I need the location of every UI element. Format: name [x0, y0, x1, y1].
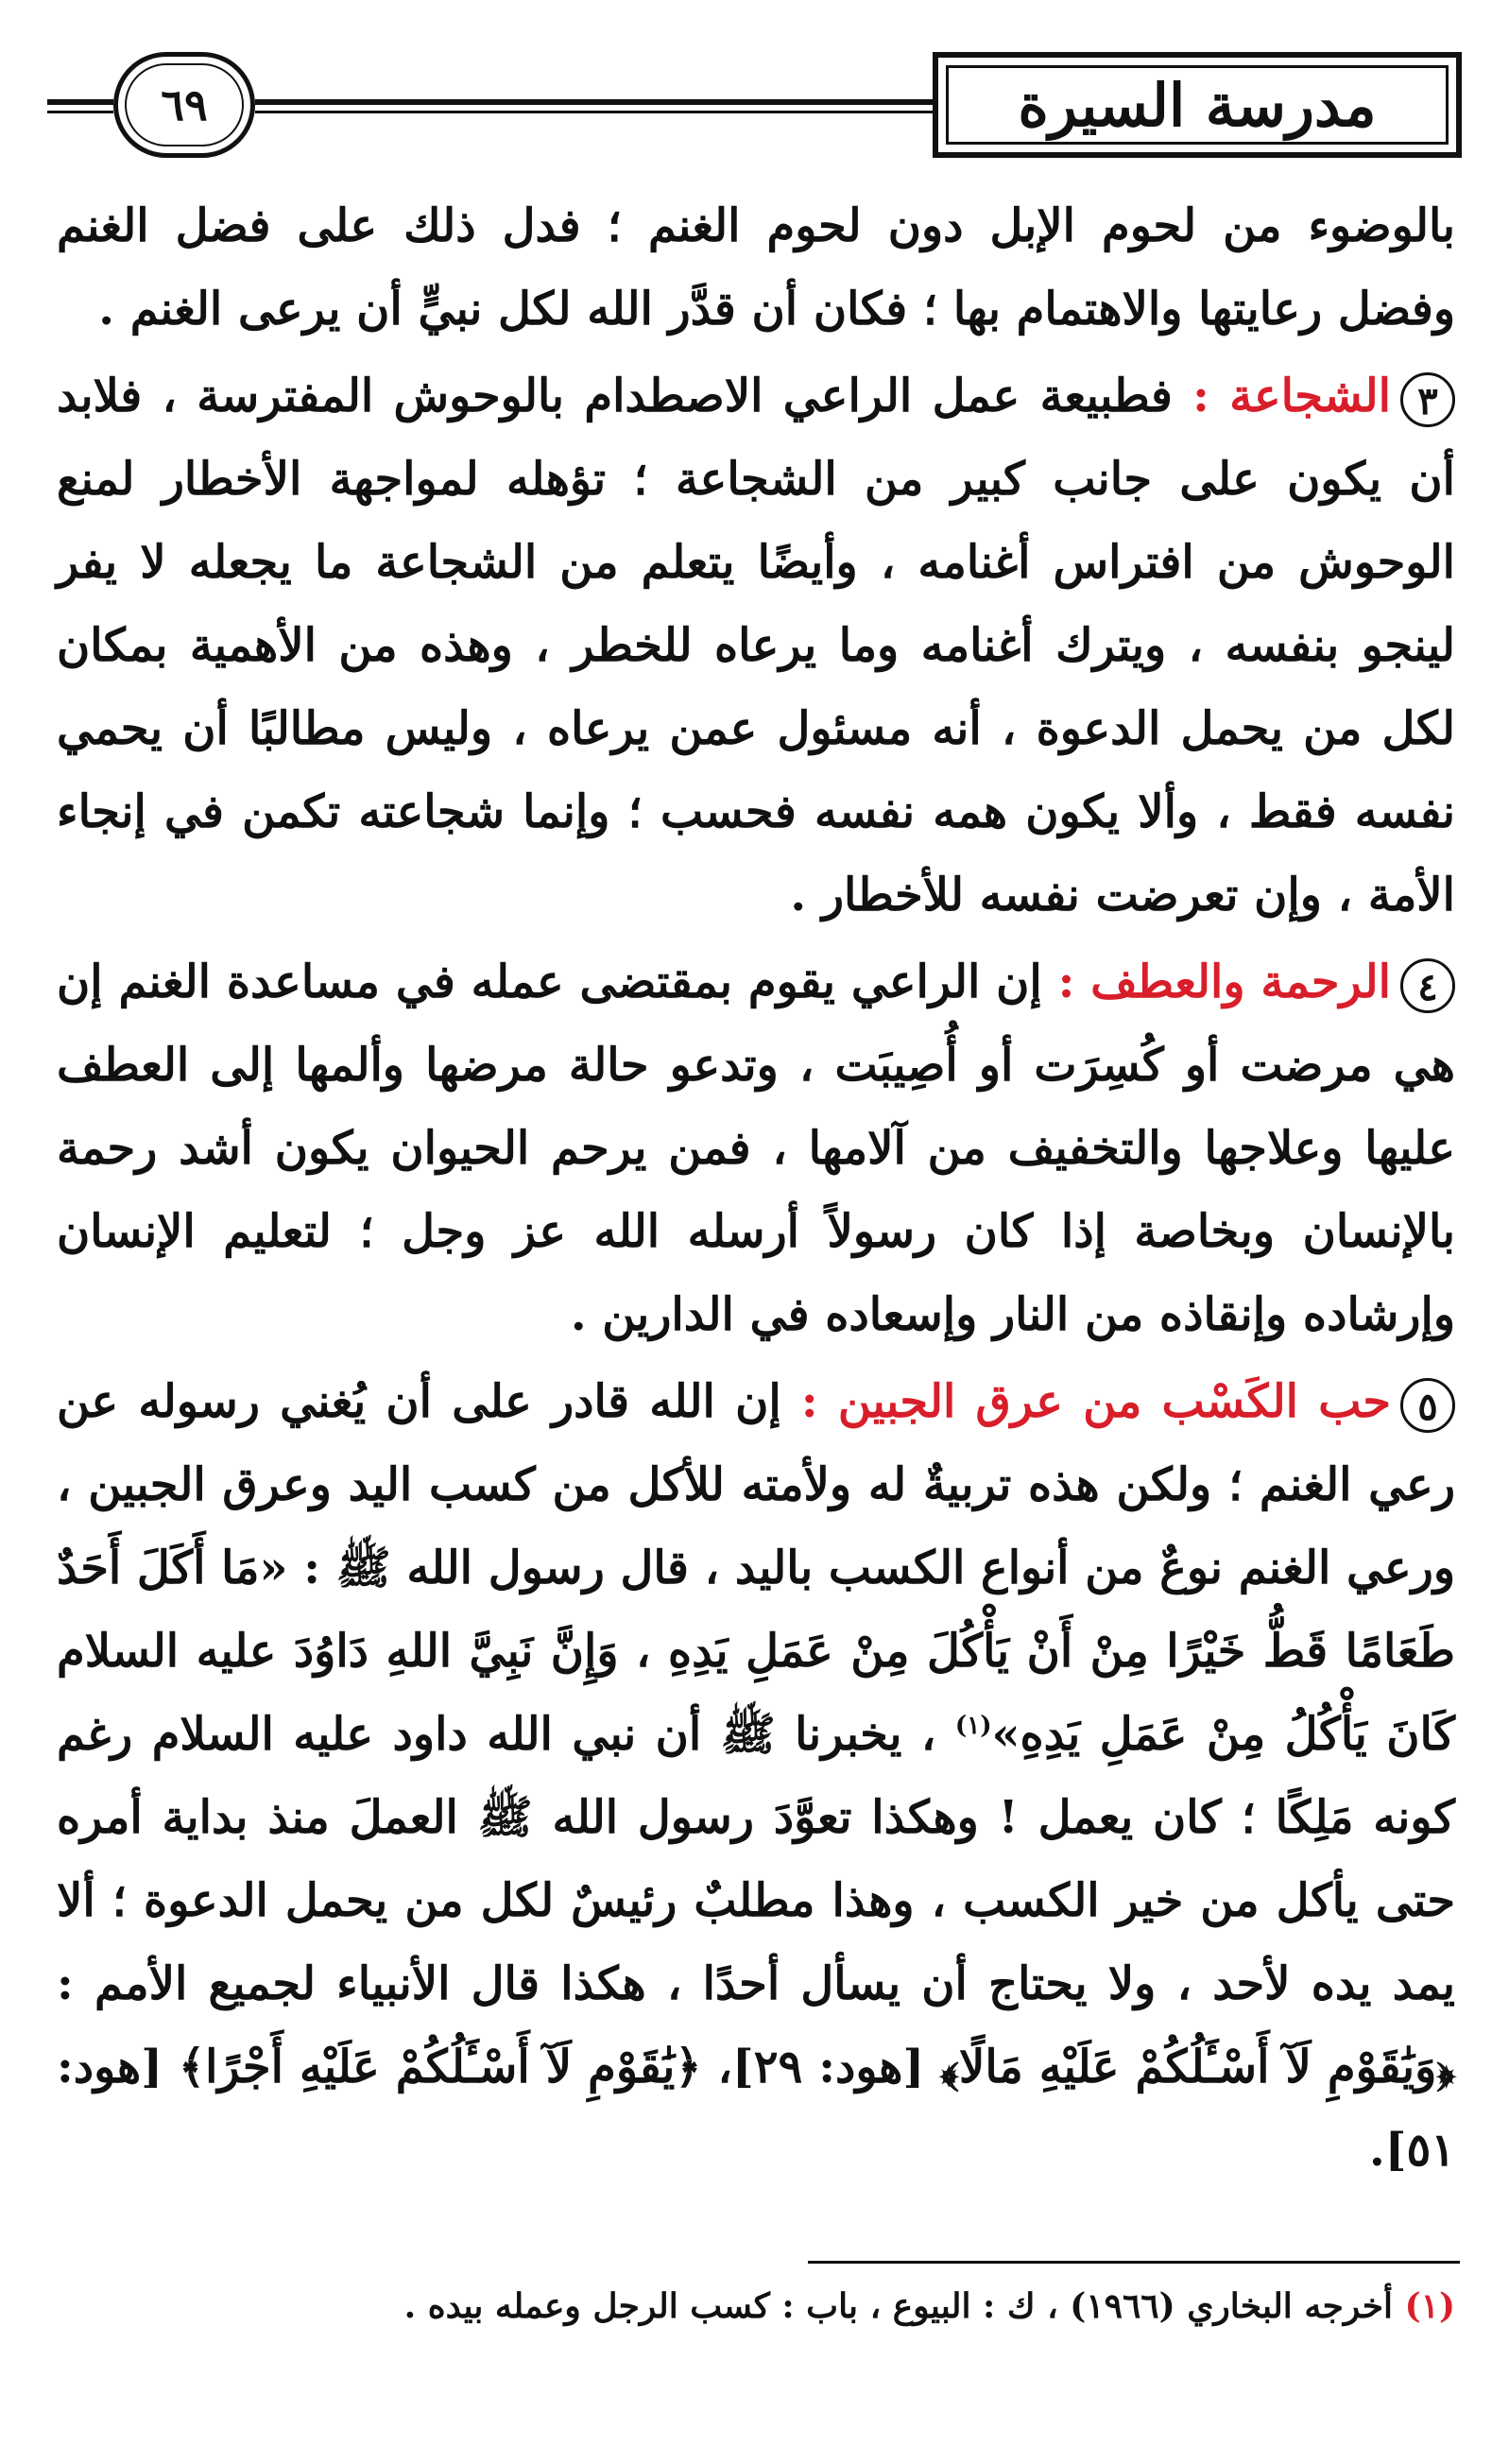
book-title-frame	[933, 52, 1462, 158]
footnote-reference[interactable]: (١)	[954, 1712, 992, 1740]
footnote-text: أخرجه البخاري (١٩٦٦) ، ك : البيوع ، باب : كسب الرجل وعمله بيده .	[403, 2286, 1394, 2326]
footnote-divider	[808, 2261, 1460, 2264]
header-rule-left-thin	[47, 111, 113, 113]
header-rule-middle-thin	[255, 111, 933, 113]
paragraph-mercy	[57, 940, 1455, 1356]
section-number: ٣	[1400, 372, 1455, 427]
main-text	[57, 184, 1455, 2192]
paragraph-text: ، يخبرنا ﷺ أن نبي الله داود عليه السلام رغم كونه مَلِكًا ؛ كان يعمل ! وهكذا تعوَّدَ رسول الله ﷺ العملَ منذ بداية أمره حتى يأكل من خير الكسب ، وهذا مطلبٌ رئيسٌ لكل من يحمل الدعوة ؛ ألا يمد يده لأحد ، ولا يحتاج أن يسأل أحدًا ، هكذا قال الأنبياء لجميع الأمم :	[57, 1708, 1455, 2010]
page-number-frame	[113, 52, 255, 158]
book-title: مدرسة السيرة	[1018, 70, 1377, 140]
paragraph-courage	[57, 354, 1455, 937]
section-heading: الرحمة والعطف :	[1057, 956, 1391, 1008]
paragraph-earning	[57, 1360, 1455, 2192]
hadith-quote: «مَا أَكَلَ أَحَدٌ طَعَامًا قَطُّ خَيْرًا مِنْ أَنْ يَأْكُلَ مِنْ عَمَلِ يَدِهِ ، وَإِنَّ نَبِيَّ اللهِ دَاوُدَ عليه السلام كَانَ يَأْكُلُ مِنْ عَمَلِ يَدِهِ»	[57, 1542, 1456, 1761]
paragraph-text: إن الله قادر على أن يُغني رسوله عن رعي الغنم ؛ ولكن هذه تربيةٌ له ولأمته للأكل من كسب اليد وعرق الجبين ، ورعي الغنم نوعٌ من أنواع الكسب باليد ، قال رسول الله ﷺ :	[57, 1375, 1456, 1594]
page-header	[47, 52, 1462, 165]
paragraph-text: إن الراعي يقوم بمقتضى عمله في مساعدة الغنم إن هي مرضت أو كُسِرَت أو أُصِيبَت ، وتدعو حالة مرضها وألمها إلى العطف عليها وعلاجها والتخفيف من آلامها ، فمن يرحم الحيوان يكون أشد رحمة بالإنسان وبخاصة إذا كان رسولاً أرسله الله عز وجل ؛ لتعليم الإنسان وإرشاده وإنقاذه من النار وإسعاده في الدارين .	[57, 956, 1455, 1341]
verse-reference: [هود: ٢٩]،	[717, 2041, 925, 2094]
header-rule-middle	[255, 99, 933, 105]
section-heading: حب الكَسْب من عرق الجبين :	[800, 1375, 1392, 1428]
quran-verse: ﴿وَيَٰقَوْمِ لَآ أَسْـَٔلُكُمْ عَلَيْهِ مَالًا﴾	[940, 2041, 1455, 2094]
footnote-number: (١)	[1404, 2286, 1455, 2326]
header-rule-left	[47, 99, 113, 105]
section-number: ٥	[1400, 1378, 1455, 1433]
quran-verse: ﴿يَٰقَوْمِ لَآ أَسْـَٔلُكُمْ عَلَيْهِ أَجْرًا﴾	[178, 2041, 702, 2094]
paragraph-text: بالوضوء من لحوم الإبل دون لحوم الغنم ؛ فدل ذلك على فضل الغنم وفضل رعايتها والاهتمام بها ؛ فكان أن قدَّر الله لكل نبيٍّ أن يرعى الغنم .	[57, 199, 1455, 336]
section-number: ٤	[1400, 958, 1455, 1013]
paragraph-intro	[57, 184, 1455, 351]
paragraph-text: فطبيعة عمل الراعي الاصطدام بالوحوش المفترسة ، فلابد أن يكون على جانب كبير من الشجاعة ؛ تؤهله لمواجهة الأخطار لمنع الوحوش من افتراس أغنامه ، وأيضًا يتعلم من الشجاعة ما يجعله لا يفر لينجو بنفسه ، ويترك أغنامه وما يرعاه للخطر ، وهذه من الأهمية بمكان لكل من يحمل الدعوة ، أنه مسئول عمن يرعاه ، وليس مطالبًا أن يحمي نفسه فقط ، وألا يكون همه نفسه فحسب ؛ وإنما شجاعته تكمن في إنجاء الأمة ، وإن تعرضت نفسه للأخطار .	[57, 370, 1456, 922]
section-heading: الشجاعة :	[1192, 370, 1391, 422]
page-number: ٦٩	[161, 79, 208, 130]
verse-reference: [هود: ٥١].	[57, 2041, 1455, 2177]
footnote	[57, 2278, 1455, 2335]
